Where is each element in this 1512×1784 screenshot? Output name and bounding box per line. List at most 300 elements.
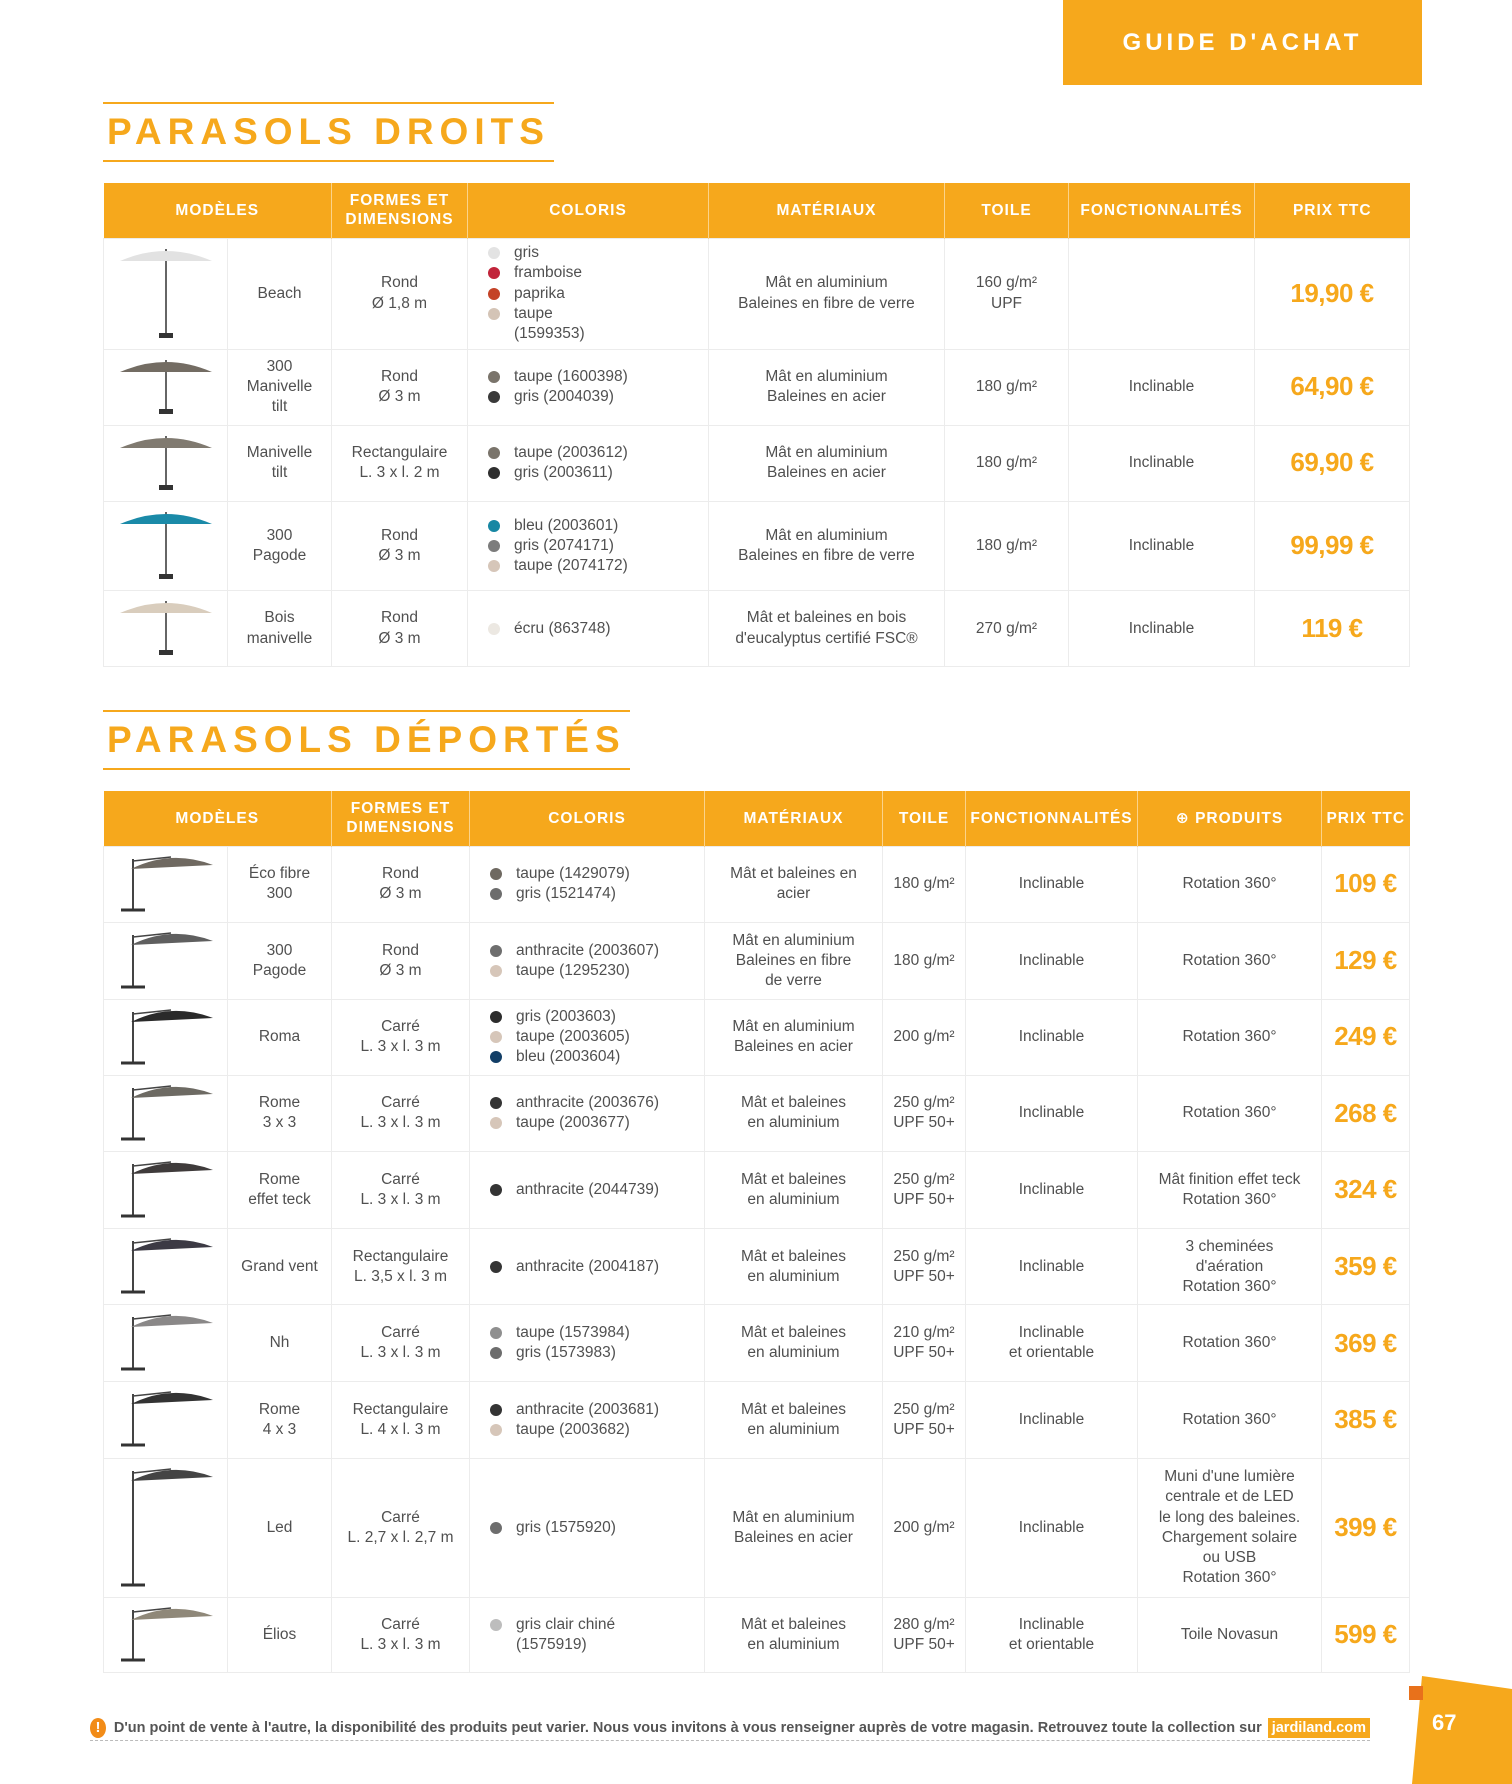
cell-line: Pagode — [252, 546, 307, 564]
cell-line: Inclinable — [1018, 875, 1085, 892]
cell-line: Beach — [257, 284, 302, 302]
parasol-image-cell — [104, 1152, 228, 1229]
color-label — [514, 263, 582, 283]
color-swatch-icon — [488, 308, 500, 320]
cell-line: Carré — [381, 1170, 420, 1188]
colors-cell — [470, 1075, 705, 1151]
parasol-photo — [111, 1305, 221, 1375]
function-cell — [966, 1229, 1138, 1305]
section-title-droits: PARASOLS DROITS — [103, 102, 554, 162]
color-label — [516, 1047, 620, 1067]
table-row — [104, 349, 1410, 425]
cell-line: Ø 1,8 m — [371, 294, 428, 312]
col-header-prix: PRIX TTC — [1255, 183, 1410, 238]
cell-line: Ø 3 m — [379, 961, 422, 979]
extras-cell — [1138, 1597, 1322, 1672]
color-label-line: (1575919) — [516, 1635, 587, 1653]
cell-line: Mât et baleines — [740, 1400, 847, 1418]
parasol-base — [159, 650, 173, 655]
materials-cell — [705, 1229, 883, 1305]
color-swatch-icon — [490, 1184, 502, 1196]
materials-cell — [709, 501, 945, 590]
cell-line: Rome — [258, 1094, 301, 1112]
color-label-line: gris clair chiné — [516, 1615, 616, 1633]
form-cell — [332, 1458, 470, 1597]
cell-line: Carré — [381, 1324, 420, 1342]
parasol-image-cell — [104, 1075, 228, 1151]
model-cell — [228, 999, 332, 1075]
color-option — [490, 864, 700, 884]
cell-line: Rotation 360° — [1182, 1568, 1277, 1586]
color-option — [490, 1007, 700, 1027]
colors-cell — [468, 349, 709, 425]
cell-line: L. 3 x l. 3 m — [360, 1038, 441, 1056]
parasol-photo — [111, 923, 221, 993]
color-label-line: gris (1575920) — [516, 1518, 616, 1536]
extras-cell — [1138, 1075, 1322, 1151]
color-option — [490, 1615, 700, 1655]
colors-cell — [470, 922, 705, 999]
form-cell — [332, 1382, 470, 1458]
cell-line: Carré — [381, 1094, 420, 1112]
col-header-toile: TOILE — [883, 791, 966, 846]
cell-line: Inclinable — [1128, 536, 1195, 554]
model-cell — [228, 1382, 332, 1458]
color-swatch-icon — [490, 1347, 502, 1359]
color-option — [488, 263, 704, 283]
color-label-line: (1599353) — [514, 324, 585, 342]
col-header-toile: TOILE — [945, 183, 1069, 238]
form-cell — [332, 238, 468, 349]
parasol-photo — [111, 1598, 221, 1666]
table-row — [104, 1075, 1410, 1151]
color-label-line: taupe (1295230) — [516, 961, 630, 979]
toile-cell — [883, 1305, 966, 1382]
color-label — [514, 304, 585, 344]
colors-cell — [470, 1152, 705, 1229]
color-label — [516, 961, 630, 981]
color-option — [488, 284, 704, 304]
cell-line: Rotation 360° — [1182, 875, 1277, 892]
cell-line: Inclinable — [1128, 378, 1195, 396]
cell-line: Carré — [381, 1508, 420, 1526]
cell-line: Rond — [380, 274, 419, 292]
color-swatch-icon — [490, 1327, 502, 1339]
color-option — [490, 1113, 700, 1133]
color-swatch-icon — [488, 447, 500, 459]
color-label-line: gris (2004039) — [514, 388, 614, 406]
parasol-image-cell — [104, 425, 228, 501]
color-label-line: anthracite (2003676) — [516, 1094, 660, 1112]
toile-cell — [883, 1152, 966, 1229]
materials-cell — [705, 1075, 883, 1151]
cell-line: 200 g/m² — [893, 1028, 955, 1046]
form-cell — [332, 1152, 470, 1229]
color-option — [490, 1047, 700, 1067]
function-cell — [1069, 238, 1255, 349]
cell-line: 300 — [266, 941, 293, 959]
color-label — [516, 1093, 659, 1113]
cell-line: 300 — [266, 526, 293, 544]
parasol-photo — [111, 591, 221, 660]
form-cell — [332, 922, 470, 999]
model-cell — [228, 425, 332, 501]
color-option — [488, 387, 704, 407]
cell-line: 3 x 3 — [262, 1114, 297, 1132]
parasol-image-cell — [104, 1305, 228, 1382]
form-cell — [332, 1075, 470, 1151]
cell-line: Rond — [381, 864, 420, 882]
materials-cell — [705, 1305, 883, 1382]
color-option — [488, 304, 704, 344]
color-label-line: paprika — [514, 284, 565, 302]
color-label — [516, 1113, 630, 1133]
cell-line: Carré — [381, 1615, 420, 1633]
cell-line: Rond — [380, 526, 419, 544]
price-cell: 64,90 € — [1255, 349, 1410, 425]
cell-line: Rotation 360° — [1182, 1277, 1277, 1295]
cell-line: Inclinable — [1018, 1104, 1085, 1122]
colors-cell — [470, 1229, 705, 1305]
color-label-line: gris (1521474) — [516, 885, 616, 903]
color-label-line: bleu (2003601) — [514, 516, 619, 534]
table-row — [104, 1382, 1410, 1458]
cell-line: effet teck — [248, 1191, 311, 1209]
color-label-line: gris (2003603) — [516, 1008, 616, 1026]
parasol-base — [159, 574, 173, 579]
color-option — [488, 516, 704, 536]
function-cell — [966, 1597, 1138, 1672]
parasol-image-cell — [104, 1382, 228, 1458]
cell-line: en aluminium — [747, 1114, 840, 1132]
cell-line: Mât en aluminium — [765, 274, 888, 292]
table-row — [104, 591, 1410, 667]
cell-line: d'eucalyptus certifié FSC® — [735, 629, 918, 647]
toile-cell — [945, 425, 1069, 501]
cell-line: en aluminium — [747, 1421, 840, 1439]
table-header — [104, 791, 1410, 846]
price-cell: 324 € — [1322, 1152, 1410, 1229]
materials-cell — [705, 999, 883, 1075]
function-cell — [966, 1305, 1138, 1382]
table-row — [104, 501, 1410, 590]
form-cell — [332, 846, 470, 922]
cell-line: 250 g/m² — [893, 1170, 955, 1188]
color-label — [514, 387, 614, 407]
function-cell — [966, 846, 1138, 922]
cell-line: Nh — [269, 1334, 290, 1352]
colors-cell — [470, 1382, 705, 1458]
color-label — [516, 1027, 630, 1047]
cell-line: et orientable — [1008, 1344, 1095, 1362]
col-header-formes: FORMES ET DIMENSIONS — [332, 791, 470, 846]
cell-line: Rectangulaire — [351, 444, 448, 462]
toile-cell — [883, 1382, 966, 1458]
materials-cell — [709, 349, 945, 425]
cell-line: manivelle — [246, 629, 313, 647]
cell-line: Manivelle — [246, 444, 313, 462]
color-option — [488, 619, 704, 639]
cell-line: Roma — [258, 1028, 301, 1046]
cell-line: Rotation 360° — [1182, 1191, 1277, 1209]
toile-cell — [883, 1458, 966, 1597]
table-header — [104, 183, 1410, 238]
price-cell: 99,99 € — [1255, 501, 1410, 590]
color-option — [488, 243, 704, 263]
color-label — [514, 367, 628, 387]
cell-line: et orientable — [1008, 1635, 1095, 1653]
cell-line: acier — [776, 885, 811, 903]
toile-cell — [883, 922, 966, 999]
function-cell — [966, 1458, 1138, 1597]
color-label-line: taupe (2003605) — [516, 1028, 630, 1046]
cell-line: Rome — [258, 1400, 301, 1418]
cell-line: en aluminium — [747, 1267, 840, 1285]
color-option — [488, 367, 704, 387]
cell-line: en aluminium — [747, 1635, 840, 1653]
cell-line: L. 3 x l. 3 m — [360, 1344, 441, 1362]
parasol-image-cell — [104, 591, 228, 667]
form-cell — [332, 1597, 470, 1672]
col-header-coloris: COLORIS — [470, 791, 705, 846]
materials-cell — [705, 922, 883, 999]
color-swatch-icon — [488, 467, 500, 479]
price-cell: 249 € — [1322, 999, 1410, 1075]
cell-line: UPF 50+ — [893, 1114, 955, 1132]
materials-cell — [705, 1458, 883, 1597]
function-cell — [1069, 425, 1255, 501]
color-label — [516, 884, 616, 904]
color-label-line: taupe (1600398) — [514, 368, 628, 386]
cell-line: Mât et baleines en — [730, 864, 857, 882]
color-swatch-icon — [490, 1011, 502, 1023]
cell-line: Mât et baleines — [740, 1094, 847, 1112]
color-label-line: gris (2003611) — [514, 464, 613, 482]
cell-line: 200 g/m² — [893, 1518, 955, 1536]
parasol-base — [159, 485, 173, 490]
parasol-photo — [111, 502, 221, 584]
cell-line: Ø 3 m — [378, 546, 421, 564]
parasol-photo — [111, 426, 221, 495]
color-option — [490, 1180, 700, 1200]
color-label-line: anthracite (2003681) — [516, 1400, 660, 1418]
materials-cell — [709, 238, 945, 349]
color-label-line: taupe (2003612) — [514, 444, 628, 462]
toile-cell — [945, 501, 1069, 590]
col-header-modeles: MODÈLES — [104, 791, 332, 846]
color-label-line: gris — [514, 244, 539, 262]
cell-line: Baleines en acier — [734, 1528, 853, 1546]
table-row — [104, 922, 1410, 999]
cell-line: tilt — [271, 398, 288, 416]
cell-line: 4 x 3 — [262, 1421, 297, 1439]
cell-line: Rectangulaire — [352, 1247, 449, 1265]
price-cell: 369 € — [1322, 1305, 1410, 1382]
color-option — [490, 1343, 700, 1363]
function-cell — [1069, 591, 1255, 667]
model-cell — [228, 591, 332, 667]
color-swatch-icon — [490, 945, 502, 957]
materials-cell — [705, 1597, 883, 1672]
cell-line: L. 3 x l. 3 m — [360, 1114, 441, 1132]
cell-line: Bois — [264, 609, 295, 627]
cell-line: Baleines en acier — [734, 1038, 853, 1056]
cell-line: centrale et de LED — [1165, 1488, 1294, 1506]
parasol-photo — [111, 1382, 221, 1451]
parasol-base — [159, 409, 173, 414]
parasol-photo — [111, 847, 221, 916]
cell-line: Inclinable — [1018, 1028, 1085, 1046]
color-label-line: gris (1573983) — [516, 1344, 616, 1362]
cell-line: Rotation 360° — [1182, 1104, 1277, 1122]
cell-line: de verre — [765, 971, 822, 989]
color-label-line: taupe (1573984) — [516, 1324, 630, 1342]
cell-line: 3 cheminées — [1185, 1237, 1274, 1255]
color-swatch-icon — [488, 540, 500, 552]
cell-line: Pagode — [252, 961, 307, 979]
function-cell — [966, 1382, 1138, 1458]
color-swatch-icon — [490, 1404, 502, 1416]
form-cell — [332, 999, 470, 1075]
parasol-canopy — [120, 514, 212, 524]
cell-line: tilt — [271, 464, 288, 482]
color-label — [516, 1400, 659, 1420]
cell-line: 250 g/m² — [893, 1400, 955, 1418]
function-cell — [1069, 349, 1255, 425]
colors-cell — [468, 425, 709, 501]
cell-line: 280 g/m² — [893, 1615, 955, 1633]
color-swatch-icon — [490, 1619, 502, 1631]
color-swatch-icon — [488, 520, 500, 532]
cell-line: Mât et baleines — [740, 1615, 847, 1633]
color-option — [490, 1093, 700, 1113]
cell-line: Ø 3 m — [378, 388, 421, 406]
parasol-photo — [111, 1076, 221, 1145]
cell-line: 300 — [266, 885, 293, 903]
toile-cell — [883, 846, 966, 922]
cell-line: Baleines en fibre de verre — [738, 546, 915, 564]
cell-line: Rotation 360° — [1182, 951, 1277, 969]
color-option — [490, 1518, 700, 1538]
cell-line: Inclinable — [1018, 951, 1085, 969]
cell-line: L. 3 x l. 3 m — [360, 1635, 441, 1653]
color-label — [516, 1180, 659, 1200]
cell-line: Mât finition effet teck — [1158, 1170, 1301, 1188]
form-cell — [332, 425, 468, 501]
colors-cell — [470, 999, 705, 1075]
cell-line: Rond — [381, 941, 420, 959]
price-cell: 69,90 € — [1255, 425, 1410, 501]
extras-cell — [1138, 1152, 1322, 1229]
model-cell — [228, 1152, 332, 1229]
guide-tab: GUIDE D'ACHAT — [1063, 0, 1422, 85]
availability-note — [90, 1715, 1370, 1741]
model-cell — [228, 1229, 332, 1305]
cell-line: 210 g/m² — [893, 1324, 955, 1342]
color-swatch-icon — [490, 1522, 502, 1534]
cell-line: L. 4 x l. 3 m — [360, 1421, 441, 1439]
extras-cell — [1138, 922, 1322, 999]
materials-cell — [705, 1152, 883, 1229]
cell-line: Éco fibre — [248, 864, 311, 882]
cell-line: 180 g/m² — [893, 875, 955, 892]
col-header-fonctionnalites: FONCTIONNALITÉS — [966, 791, 1138, 846]
cell-line: Inclinable — [1018, 1518, 1085, 1536]
cell-line: Inclinable — [1018, 1257, 1085, 1275]
color-label-line: anthracite (2004187) — [516, 1257, 660, 1275]
colors-cell — [470, 1305, 705, 1382]
parasol-photo — [111, 1459, 221, 1591]
cell-line: L. 3,5 x l. 3 m — [353, 1267, 448, 1285]
cell-line: Inclinable — [1018, 1410, 1085, 1428]
col-header-formes: FORMES ET DIMENSIONS — [332, 183, 468, 238]
color-swatch-icon — [488, 623, 500, 635]
extras-cell — [1138, 1382, 1322, 1458]
function-cell — [966, 999, 1138, 1075]
jardiland-link[interactable]: jardiland.com — [1268, 1718, 1370, 1738]
color-option — [490, 1400, 700, 1420]
color-label-line: taupe (2003677) — [516, 1114, 630, 1132]
form-cell — [332, 501, 468, 590]
cell-line: 250 g/m² — [893, 1094, 955, 1112]
parasol-image-cell — [104, 349, 228, 425]
col-header-fonctionnalites: FONCTIONNALITÉS — [1069, 183, 1255, 238]
color-option — [490, 1420, 700, 1440]
function-cell — [966, 922, 1138, 999]
color-swatch-icon — [488, 371, 500, 383]
cell-line: 180 g/m² — [975, 536, 1038, 554]
cell-line: Mât en aluminium — [732, 1508, 855, 1526]
color-option — [488, 536, 704, 556]
materials-cell — [709, 591, 945, 667]
table-row — [104, 1229, 1410, 1305]
col-header-materiaux: MATÉRIAUX — [709, 183, 945, 238]
cell-line: Mât en aluminium — [765, 444, 888, 462]
table-row — [104, 846, 1410, 922]
parasol-image-cell — [104, 238, 228, 349]
cell-line: Élios — [262, 1625, 297, 1643]
cell-line: Baleines en acier — [767, 464, 886, 482]
cell-line: ou USB — [1202, 1548, 1257, 1566]
function-cell — [966, 1075, 1138, 1151]
cell-line: en aluminium — [747, 1191, 840, 1209]
parasol-photo — [111, 1152, 221, 1222]
cell-line: L. 3 x l. 3 m — [360, 1191, 441, 1209]
cell-line: Rome — [258, 1170, 301, 1188]
col-header-prix: PRIX TTC — [1322, 791, 1410, 846]
col-header-materiaux: MATÉRIAUX — [705, 791, 883, 846]
model-cell — [228, 1305, 332, 1382]
extras-cell — [1138, 1458, 1322, 1597]
cell-line: Rotation 360° — [1182, 1334, 1277, 1352]
color-label-line: anthracite (2044739) — [516, 1181, 660, 1199]
cell-line: 180 g/m² — [975, 454, 1038, 472]
col-header-modeles: MODÈLES — [104, 183, 332, 238]
cell-line: 250 g/m² — [893, 1247, 955, 1265]
table-row — [104, 1597, 1410, 1672]
color-swatch-icon — [488, 247, 500, 259]
colors-cell — [468, 501, 709, 590]
cell-line: Baleines en acier — [767, 388, 886, 406]
model-cell — [228, 922, 332, 999]
cell-line: Chargement solaire — [1161, 1528, 1298, 1546]
color-swatch-icon — [490, 1261, 502, 1273]
colors-cell — [468, 238, 709, 349]
color-swatch-icon — [488, 391, 500, 403]
form-cell — [332, 1229, 470, 1305]
color-label — [514, 516, 618, 536]
parasol-canopy — [120, 438, 212, 448]
